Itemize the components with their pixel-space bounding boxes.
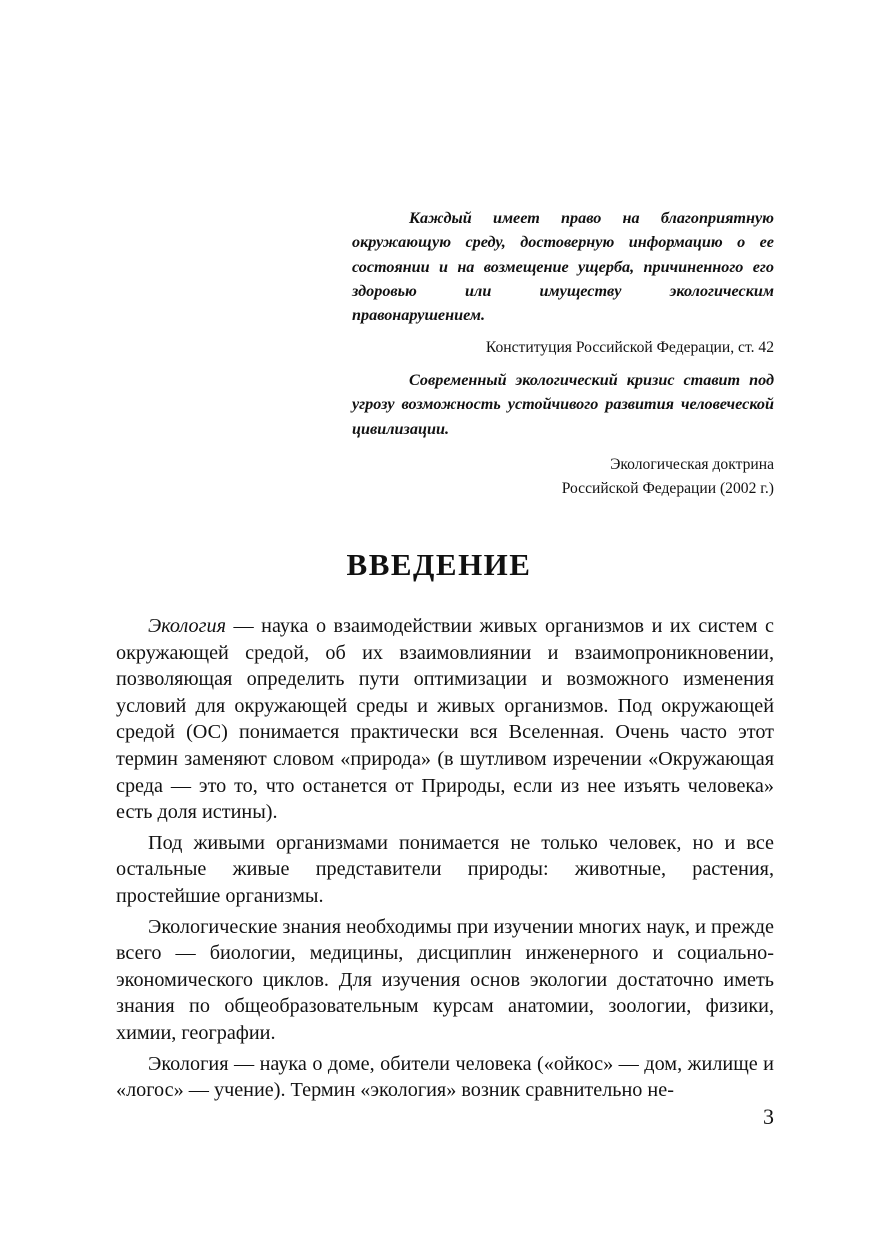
paragraph-text: — наука о взаимодействии живых организмов и их систем с окружающей средой, об их взаимовлиянии и взаимопроникновении, позволяющая определить пути оптимизации и возможного изменения условий для окружающей среды и живых организмов. Под окружающей средой (ОС) понимается практически вся Вселенная. Очень часто этот термин заменяют словом «природа» (в шутливом изречении «Окружающая среда — это то, что останется от Природы, если из нее изъять человека» есть доля истины).: [116, 615, 774, 824]
epigraph-constitution: [352, 206, 774, 360]
paragraph: [116, 613, 774, 826]
epigraph-source: Конституция Российской Федерации, ст. 42: [485, 339, 774, 357]
chapter-heading: ВВЕДЕНИЕ: [346, 547, 532, 582]
epigraph-quote: Современный экологический кризис ставит под угрозу возможность устойчивого развития человеческой цивилизации.: [352, 371, 774, 438]
paragraph: Под живыми организмами понимается не только человек, но и все остальные живые представители природы: животные, растения, простейшие организмы.: [116, 831, 774, 907]
epigraph-doctrine: [352, 368, 774, 501]
epigraph-source-line: Российской Федерации (2002 г.): [561, 479, 774, 497]
page-number: 3: [763, 1104, 774, 1129]
defined-term: Экология: [148, 615, 226, 637]
paragraph: Экологические знания необходимы при изучении многих наук, и прежде всего — биологии, медицины, дисциплин инженерного и социально-экономического циклов. Для изучения основ экологии достаточно иметь знания по общеобразовательным курсам анатомии, зоологии, физики, химии, географии.: [116, 915, 774, 1044]
epigraph-source-line: Экологическая доктрина: [610, 455, 774, 473]
epigraph-source: [352, 453, 774, 501]
epigraph-quote: Каждый имеет право на благоприятную окружающую среду, достоверную информацию о ее состоянии и на возмещение ущерба, причиненного его здоровью или имуществу экологическим правонарушением.: [352, 209, 774, 325]
body-text: [116, 613, 774, 1104]
paragraph: Экология — наука о доме, обители человека («ойкос» — дом, жилище и «логос» — учение). Термин «экология» возник сравнительно не-: [116, 1052, 774, 1102]
